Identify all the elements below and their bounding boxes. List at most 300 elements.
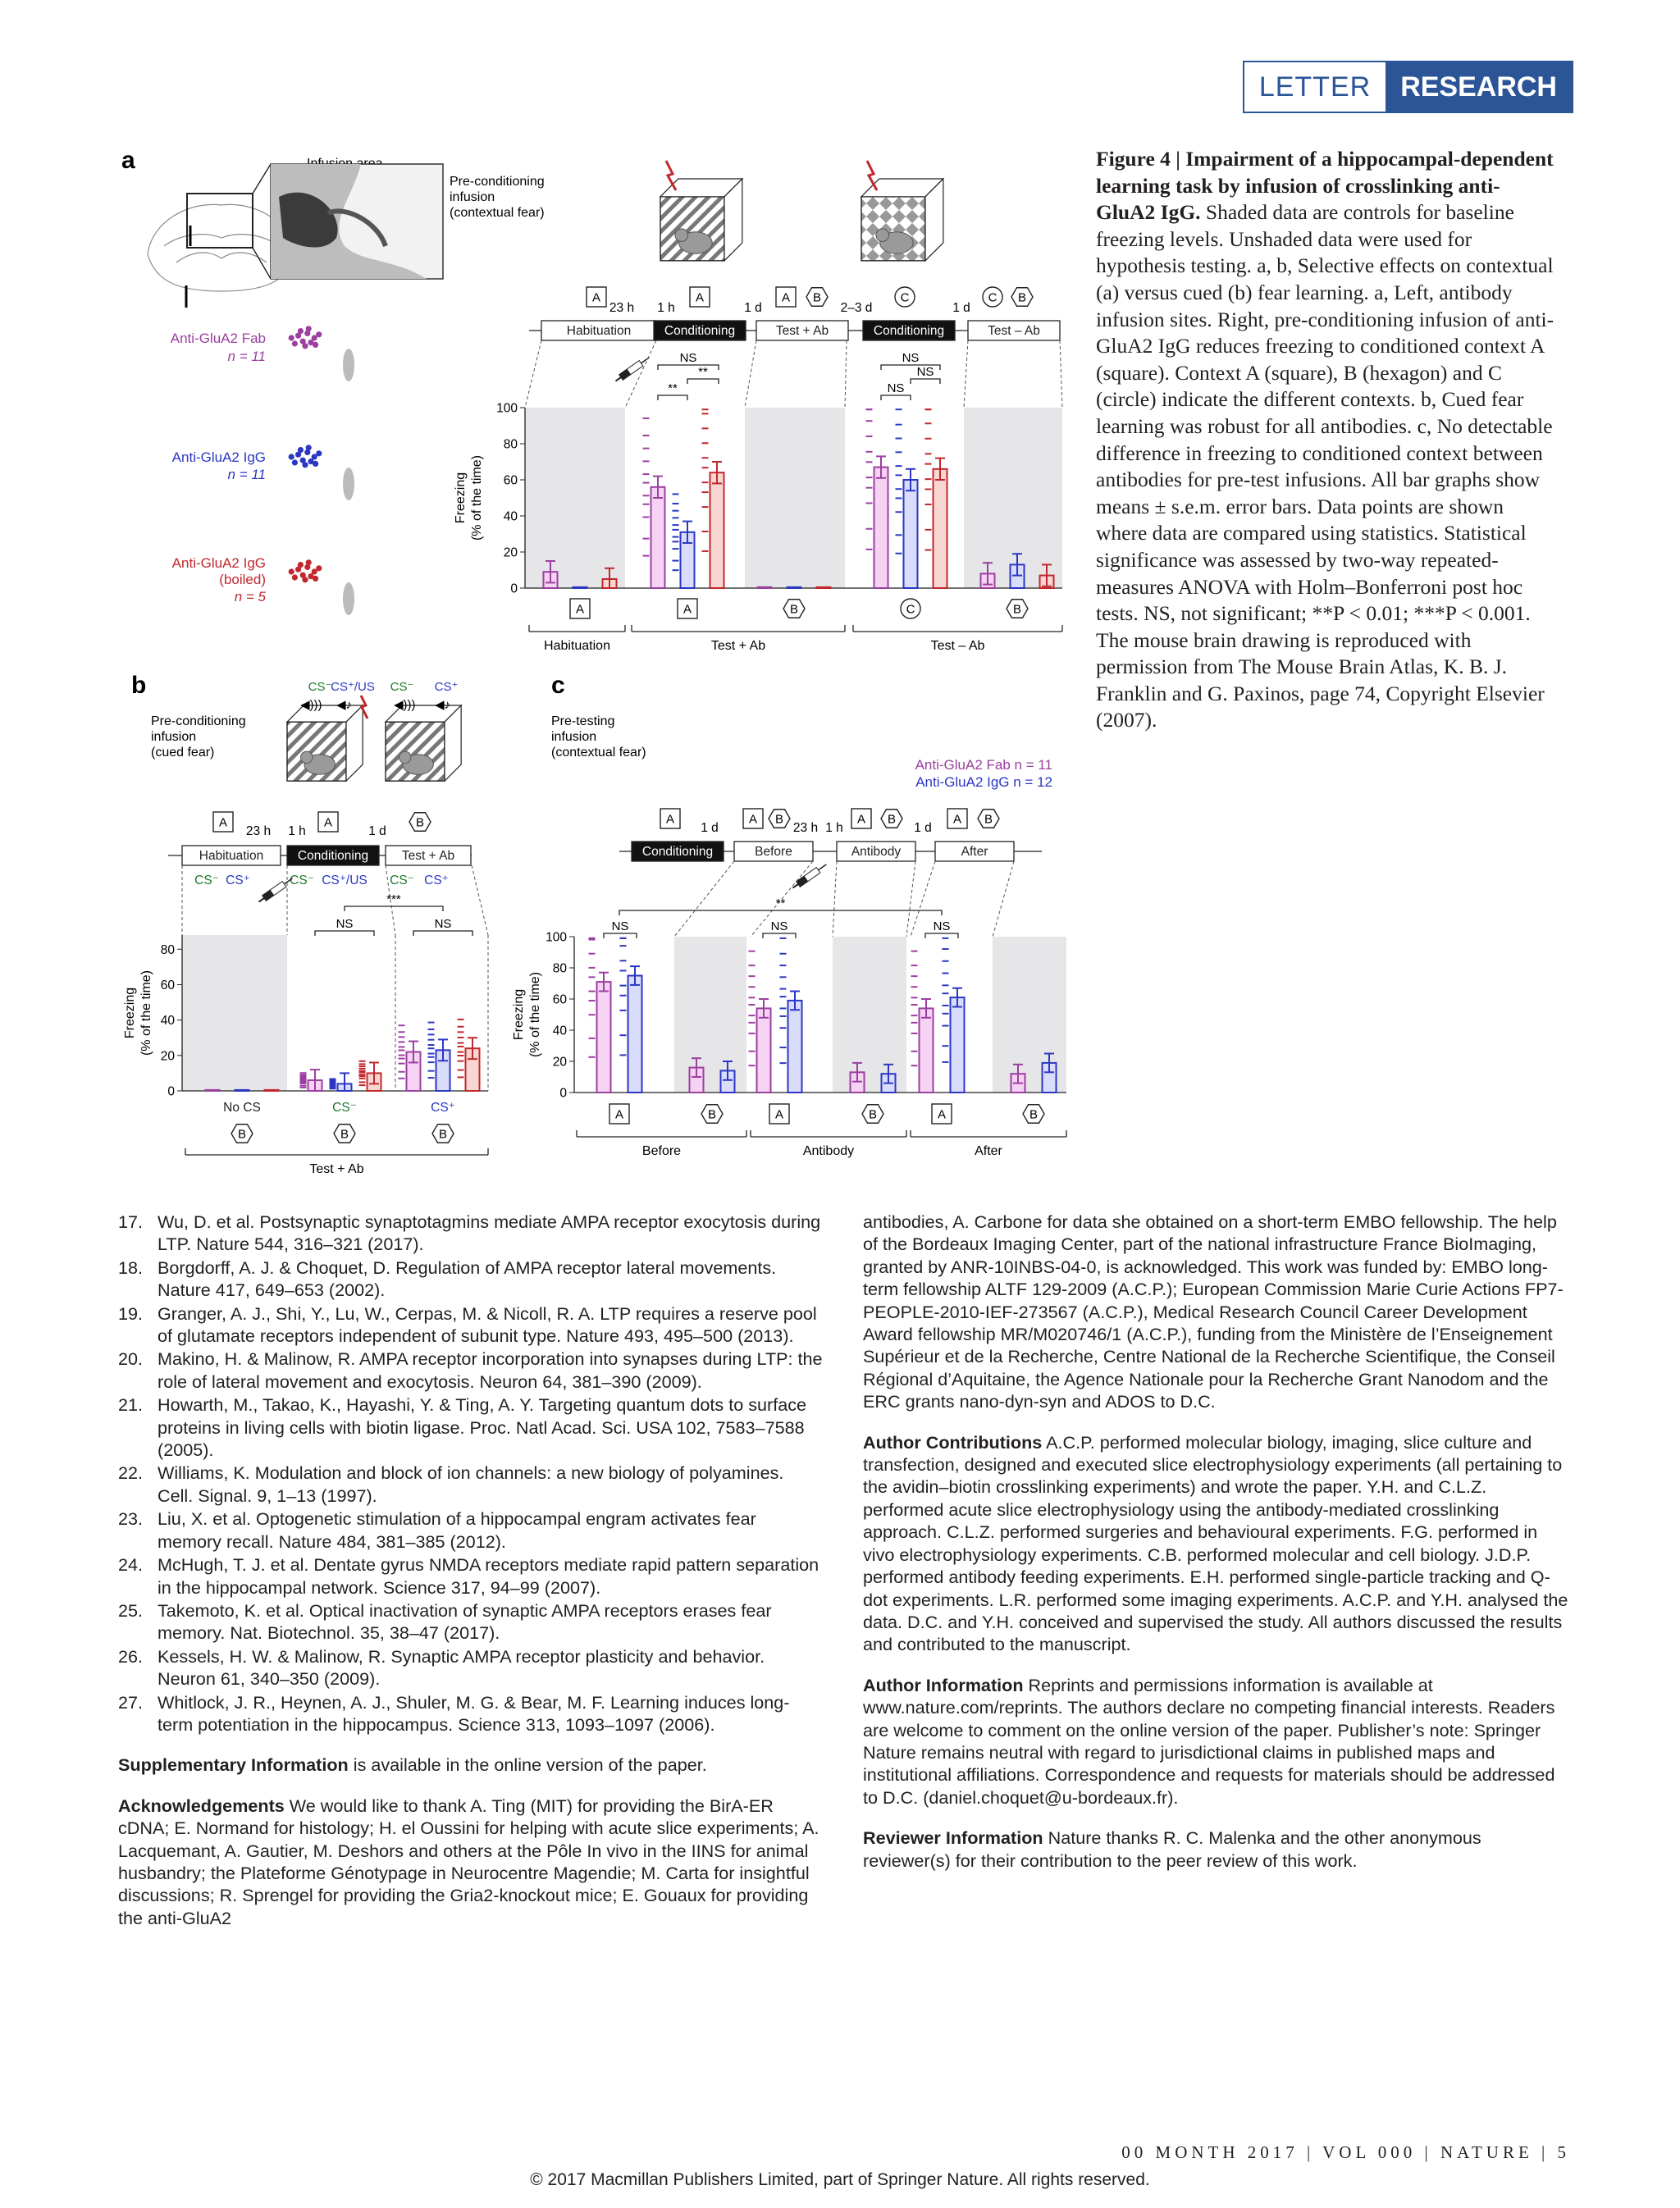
y-tick-label: 100 xyxy=(546,930,567,945)
baseline-shade xyxy=(833,937,906,1093)
context-letter: A xyxy=(856,812,866,827)
bar xyxy=(874,468,888,588)
context-letter: A xyxy=(665,812,675,827)
speaker-icon: ◀))) xyxy=(300,698,322,712)
svg-text:n = 11: n = 11 xyxy=(227,349,266,364)
context-A xyxy=(743,809,763,828)
bar xyxy=(710,472,724,588)
reference-number: 19. xyxy=(118,1302,144,1324)
supplementary-text: is available in the online version of the paper. xyxy=(348,1754,707,1776)
group-label: Test – Ab xyxy=(930,639,985,653)
stage-label: Conditioning xyxy=(873,324,945,338)
context-A xyxy=(947,809,967,828)
group-label: Habituation xyxy=(544,639,610,653)
infusion-dot xyxy=(302,577,308,582)
context-A xyxy=(851,809,871,828)
significance-label: ** xyxy=(668,381,678,395)
infusion-dot xyxy=(289,568,294,574)
reference-item xyxy=(118,1508,824,1553)
syringe-plunger xyxy=(615,377,621,381)
y-tick-label: 80 xyxy=(160,942,175,957)
y-tick-label: 40 xyxy=(552,1024,567,1038)
brain-ventricle xyxy=(343,468,354,500)
syringe-icon xyxy=(791,862,829,891)
infusion-dot xyxy=(313,342,318,348)
cs-timeline-label: CS⁻ xyxy=(390,874,414,887)
panel-c-legend-fab: Anti-GluA2 Fab n = 11 xyxy=(915,757,1052,773)
context-letter: B xyxy=(340,1127,349,1142)
stage-label: Before xyxy=(755,845,792,859)
author-contributions-head: Author Contributions xyxy=(863,1431,1043,1453)
cs-timeline-label: CS⁻ xyxy=(290,874,314,887)
brain-section-1 xyxy=(287,414,354,500)
stage-label: Test + Ab xyxy=(775,324,829,338)
context-letter: A xyxy=(682,602,692,617)
bar xyxy=(788,587,801,588)
context-B xyxy=(978,810,999,828)
group-bracket xyxy=(185,1148,488,1155)
mouse-head xyxy=(675,229,688,242)
y-axis-label: Freezing xyxy=(512,988,526,1041)
context-letter: A xyxy=(591,290,601,305)
section-research: RESEARCH xyxy=(1386,62,1572,112)
context-A xyxy=(587,287,606,307)
reviewer-information-head: Reviewer Information xyxy=(863,1827,1043,1849)
group-bracket xyxy=(751,1130,906,1137)
y-tick-label: 60 xyxy=(503,473,518,488)
context-letter: A xyxy=(774,1107,784,1122)
context-letter: B xyxy=(1017,290,1027,305)
svg-text:Anti-GluA2 Fab: Anti-GluA2 Fab xyxy=(170,331,266,346)
group-bracket xyxy=(577,1130,746,1137)
right-text-column xyxy=(863,1211,1568,1872)
conditioning-cage xyxy=(386,705,461,781)
significance-label: NS xyxy=(933,919,951,933)
cs-timeline-label: CS⁻ xyxy=(194,874,219,887)
infusion-dot xyxy=(306,445,312,450)
context-letter: B xyxy=(984,812,993,827)
group-bracket xyxy=(529,625,625,632)
y-tick-label: 20 xyxy=(503,545,518,560)
page-footer-issue: 00 MONTH 2017 | VOL 000 | NATURE | 5 xyxy=(1121,2142,1570,2162)
group-label: Before xyxy=(641,1144,682,1158)
context-letter: B xyxy=(812,290,822,305)
reference-text: Williams, K. Modulation and block of ion channels: a new biology of polyamines. Cell. Signal. 9, 1–13 (1997). xyxy=(158,1462,784,1506)
reference-item xyxy=(118,1211,824,1256)
context-letter: C xyxy=(906,602,915,617)
cs-minus-label: CS⁻ xyxy=(390,680,414,694)
panel-c-legend-igg: Anti-GluA2 IgG n = 12 xyxy=(915,774,1052,790)
brain-ventricle xyxy=(343,582,354,615)
author-contributions-text: A.C.P. performed molecular biology, imaging, slice culture and transfection, designed and executed slice electrophysiology experiments (all pertaining to the avidin–biotin crosslinking experiments) and wrote the paper. Y.H. and C.L.Z. performed acute slice electrophysiology using the antibody-mediated crosslinking approach. C.L.Z. performed surgeries and behavioural experiments. F.G. performed in vivo electrophysiology experiments. C.B. performed molecular and cell biology. J.D.P. performed antibody feeding experiments. E.H. performed single-particle tracking and Q-dot experiments. L.R. performed some imaging experiments. A.C.P. and Y.H. analysed the data. D.C. and Y.H. conceived and supervised the study. All authors discussed the results and contributed to the manuscript. xyxy=(863,1431,1568,1655)
interval-label: 1 d xyxy=(701,821,719,835)
cs-timeline-label: CS⁺/US xyxy=(322,874,368,887)
interval-label: 1 d xyxy=(952,301,970,315)
mouse-head xyxy=(876,229,889,242)
svg-text:n = 11: n = 11 xyxy=(227,467,266,482)
reference-number: 21. xyxy=(118,1394,144,1416)
svg-text:n = 5: n = 5 xyxy=(234,589,266,604)
syringe-needle xyxy=(819,864,827,870)
cs-timeline-label: CS⁺ xyxy=(226,874,250,887)
infusion-dot xyxy=(302,343,308,349)
significance-label: NS xyxy=(916,365,934,379)
conditioning-cage xyxy=(660,179,742,261)
significance-bracket xyxy=(911,379,940,384)
group-bracket xyxy=(632,625,845,632)
mouse-head xyxy=(399,751,411,763)
x-category-label: No CS xyxy=(223,1101,261,1115)
context-B xyxy=(806,288,828,307)
reference-text: Liu, X. et al. Optogenetic stimulation of a hippocampal engram activates fear memory recall. Nature 484, 381–385 (2012). xyxy=(158,1508,756,1552)
infusion-dot xyxy=(316,331,322,337)
reference-number: 20. xyxy=(118,1348,144,1370)
y-tick-label: 0 xyxy=(510,582,518,596)
reference-text: Howarth, M., Takao, K., Hayashi, Y. & Ting, A. Y. Targeting quantum dots to surface proteins in living cells with biotin ligase. Proc. Natl Acad. Sci. USA 102, 7583–7588 (2005). xyxy=(158,1394,807,1461)
context-letter: A xyxy=(218,815,228,830)
speaker-icon: ◀♪ xyxy=(435,698,451,712)
context-letter: C xyxy=(988,290,998,305)
reviewer-information xyxy=(863,1827,1568,1872)
y-tick-label: 100 xyxy=(496,401,518,416)
reference-item xyxy=(118,1645,824,1690)
figure-4 xyxy=(0,0,1091,1198)
context-letter: B xyxy=(438,1127,448,1142)
reference-item xyxy=(118,1599,824,1645)
reference-text: Borgdorff, A. J. & Choquet, D. Regulation of AMPA receptor lateral movements. Nature 417, 649–653 (2002). xyxy=(158,1257,777,1301)
brain-section-2 xyxy=(287,529,354,615)
infusion-dot xyxy=(289,335,294,340)
infusion-dot xyxy=(313,576,318,582)
syringe-plunger xyxy=(258,898,264,902)
reference-text: Kessels, H. W. & Malinow, R. Synaptic AMPA receptor plasticity and behavior. Neuron 61, 340–350 (2009). xyxy=(158,1645,765,1690)
reference-item xyxy=(118,1462,824,1507)
interval-label: 23 h xyxy=(792,821,819,835)
context-B xyxy=(769,810,790,828)
reference-number: 27. xyxy=(118,1691,144,1713)
context-B xyxy=(783,600,805,618)
y-axis-label: Freezing xyxy=(454,472,468,524)
context-letter: B xyxy=(887,812,897,827)
significance-label: NS xyxy=(336,917,354,931)
group-label: After xyxy=(975,1144,1002,1158)
context-A xyxy=(570,599,590,618)
y-tick-label: 0 xyxy=(559,1086,567,1101)
reference-text: McHugh, T. J. et al. Dentate gyrus NMDA receptors mediate rapid pattern separation in the hippocampal network. Science 317, 94–99 (2007). xyxy=(158,1554,819,1598)
reference-text: Wu, D. et al. Postsynaptic synaptotagmins mediate AMPA receptor exocytosis during LTP. Nature 544, 316–321 (2017). xyxy=(158,1211,821,1255)
connector-dashed xyxy=(845,340,847,408)
significance-bracket xyxy=(619,910,942,915)
context-C xyxy=(983,287,1002,307)
bar xyxy=(757,1008,771,1093)
acknowledgements-head: Acknowledgements xyxy=(118,1795,285,1816)
panel-a-preconditioning: Pre-conditioning infusion (contextual fear) xyxy=(450,175,545,220)
reference-number: 22. xyxy=(118,1462,144,1484)
context-A xyxy=(213,812,233,832)
connector-dashed xyxy=(525,340,541,408)
context-letter: C xyxy=(900,290,910,305)
interval-label: 1 h xyxy=(288,824,306,838)
connector-dashed xyxy=(1060,340,1062,408)
context-letter: B xyxy=(1012,602,1022,617)
reference-item xyxy=(118,1302,824,1348)
context-A xyxy=(318,812,338,832)
infusion-dot xyxy=(292,340,298,346)
context-C xyxy=(901,599,920,618)
y-axis-label: (% of the time) xyxy=(470,454,484,541)
significance-label: NS xyxy=(902,351,920,365)
section-letter: LETTER xyxy=(1244,62,1386,112)
context-A xyxy=(932,1104,952,1124)
y-axis-label: (% of the time) xyxy=(528,971,542,1058)
y-tick-label: 60 xyxy=(160,978,175,992)
group-bracket xyxy=(853,625,1062,632)
group-label: Test + Ab xyxy=(309,1162,364,1176)
stage-label: Habituation xyxy=(566,324,632,338)
bar xyxy=(920,1008,934,1093)
bar xyxy=(951,997,965,1093)
connector-dashed xyxy=(674,861,734,937)
context-B xyxy=(701,1105,723,1124)
significance-label: ** xyxy=(775,896,786,910)
interval-label: 1 d xyxy=(368,824,386,838)
journal-section-header xyxy=(1243,61,1573,113)
reviewer-information-text: Nature thanks R. C. Malenka and the other anonymous reviewer(s) for their contribution to the peer review of this work. xyxy=(863,1827,1481,1871)
author-contributions xyxy=(863,1431,1568,1656)
interval-label: 1 h xyxy=(657,301,675,315)
reference-text: Makino, H. & Malinow, R. AMPA receptor incorporation into synapses during LTP: the role of lateral movement and exocytosis. Neuron 64, 381–390 (2009). xyxy=(158,1348,823,1392)
group-bracket xyxy=(911,1130,1066,1137)
y-tick-label: 60 xyxy=(552,992,567,1007)
context-letter: B xyxy=(789,602,799,617)
conditioning-cage xyxy=(287,705,363,781)
acknowledgements-continued: antibodies, A. Carbone for data she obtained on a short-term EMBO fellowship. The help of the Bordeaux Imaging Center, part of the national infrastructure France BioImaging, granted by ANR-10INBS-04-0, is acknowledged. This work was funded by: EMBO long-term fellowship ALTF 129-2009 (A.C.P.); European Commission Marie Curie Actions FP7-PEOPLE-2010-IEF-273567 (A.C.P.), Medical Research Council Career Development Award fellowship MR/M020746/1 (A.C.P.), funding from the Ministère de l’Enseignement Supérieur et de la Recherche, Centre National de la Recherche Scientifique, the Conseil Régional d’Aquitaine, the Agence Nationale pour la Recherche Grant Nanodom and the ERC grants nano-dyn-syn and ADOS to D.C. xyxy=(863,1211,1564,1412)
author-information-text: Reprints and permissions information is available at www.nature.com/reprints. The authors declare no competing financial interests. Readers are welcome to comment on the online version of the paper. Publisher’s note: Springer Nature remains neutral with regard to jurisdictional claims in published maps and institutional affiliations. Correspondence and requests for materials should be addressed to D.C. (daniel.choquet@u-bordeaux.fr). xyxy=(863,1674,1555,1808)
panel-b-preconditioning: Pre-conditioning infusion (cued fear) xyxy=(151,714,246,760)
context-letter: B xyxy=(707,1107,717,1122)
context-letter: B xyxy=(1029,1107,1039,1122)
connector-dashed xyxy=(964,340,968,408)
interval-label: 1 d xyxy=(914,821,932,835)
infusion-dot xyxy=(306,326,312,331)
reference-list xyxy=(118,1211,824,1736)
y-tick-label: 0 xyxy=(167,1084,175,1099)
bar xyxy=(651,487,665,588)
context-letter: B xyxy=(774,812,784,827)
baseline-shade xyxy=(674,937,746,1093)
supplementary-information xyxy=(118,1754,824,1776)
cs-plus-label: CS⁺ xyxy=(434,680,459,694)
reference-number: 25. xyxy=(118,1599,144,1621)
conditioning-cage xyxy=(861,179,943,261)
author-information-head: Author Information xyxy=(863,1674,1024,1695)
acknowledgements-text: We would like to thank A. Ting (MIT) for providing the BirA-ER cDNA; E. Normand for histology; H. el Oussini for helping with acute slice experiments; A. Lacquemant, A. Gautier, M. Deshors and others at the Pôle In vivo in the IINS for animal husbandry; the Plateforme Génotypage in Neurocentre Magendie; M. Carta for insightful discussions; R. Sprengel for providing the Gria2-knockout mice; E. Gouaux for providing the anti-GluA2 xyxy=(118,1795,819,1928)
panel-c-label: c xyxy=(551,672,565,699)
context-A xyxy=(776,287,796,307)
context-A xyxy=(769,1104,789,1124)
stage-label: Habituation xyxy=(199,849,264,863)
context-B xyxy=(881,810,902,828)
context-B xyxy=(409,813,431,832)
bar xyxy=(573,587,587,588)
svg-text:(boiled): (boiled) xyxy=(219,572,266,587)
cs-plus-us-label: CS⁺/US xyxy=(331,680,375,694)
infusion-dot xyxy=(292,459,298,465)
context-letter: A xyxy=(323,815,333,830)
context-letter: A xyxy=(614,1107,624,1122)
svg-text:Anti-GluA2 IgG: Anti-GluA2 IgG xyxy=(171,449,266,465)
context-letter: B xyxy=(868,1107,878,1122)
bar xyxy=(597,982,611,1093)
author-information xyxy=(863,1674,1568,1809)
acknowledgements xyxy=(118,1795,824,1929)
interval-label: 1 h xyxy=(825,821,843,835)
stage-label: Test + Ab xyxy=(401,849,455,863)
significance-bracket xyxy=(763,933,796,938)
figure-caption xyxy=(1096,146,1555,734)
context-letter: A xyxy=(748,812,758,827)
infusion-dot xyxy=(306,559,312,565)
connector-dashed xyxy=(906,861,915,937)
context-B xyxy=(1011,288,1033,307)
significance-label: ** xyxy=(698,365,708,379)
significance-label: *** xyxy=(386,892,401,906)
significance-label: NS xyxy=(770,919,788,933)
reference-item xyxy=(118,1348,824,1393)
panel-a-group-labels xyxy=(171,331,267,604)
y-tick-label: 40 xyxy=(503,509,518,524)
svg-text:Anti-GluA2 IgG: Anti-GluA2 IgG xyxy=(171,555,266,571)
context-B xyxy=(862,1105,883,1124)
cs-minus-label: CS⁻ xyxy=(308,680,332,694)
connector-dashed xyxy=(472,865,488,935)
baseline-shade xyxy=(525,408,625,588)
supplementary-head: Supplementary Information xyxy=(118,1754,349,1776)
infusion-dot xyxy=(298,447,304,453)
significance-bracket xyxy=(658,395,687,400)
significance-bracket xyxy=(345,906,443,911)
baseline-shade xyxy=(964,408,1062,588)
context-letter: A xyxy=(781,290,791,305)
bar xyxy=(628,976,642,1093)
infusion-dot xyxy=(298,328,304,334)
syringe-icon xyxy=(257,876,294,905)
interval-label: 2–3 d xyxy=(840,301,873,315)
bar xyxy=(904,480,918,588)
brain-ventricle xyxy=(343,349,354,381)
infusion-dot xyxy=(313,461,318,467)
bar xyxy=(758,587,772,588)
reference-text: Whitlock, J. R., Heynen, A. J., Shuler, M. G. & Bear, M. F. Learning induces long-term potentiation in the hippocampus. Science 313, 1093–1097 (2006). xyxy=(158,1691,790,1735)
infusion-dot xyxy=(298,562,304,568)
reference-text: Granger, A. J., Shi, Y., Lu, W., Cerpas, M. & Nicoll, R. A. LTP requires a reserve pool of glutamate receptors independent of subunit type. Nature 493, 495–500 (2013). xyxy=(158,1302,817,1347)
infusion-dot xyxy=(316,565,322,571)
interval-label: 23 h xyxy=(609,301,635,315)
context-letter: A xyxy=(937,1107,947,1122)
connector-dashed xyxy=(993,861,1014,937)
significance-bracket xyxy=(925,933,958,938)
references-column xyxy=(118,1211,824,1929)
reference-text: Takemoto, K. et al. Optical inactivation of synaptic AMPA receptors erases fear memory. Nat. Biotechnol. 35, 38–47 (2017). xyxy=(158,1599,772,1644)
page-footer-copyright: © 2017 Macmillan Publishers Limited, part of Springer Nature. All rights reserved. xyxy=(530,2170,1150,2189)
baseline-shade xyxy=(745,408,845,588)
significance-label: NS xyxy=(434,917,452,931)
context-letter: A xyxy=(952,812,962,827)
cs-timeline-label: CS⁺ xyxy=(424,874,449,887)
context-A xyxy=(678,599,697,618)
context-A xyxy=(660,809,680,828)
context-B xyxy=(334,1125,355,1143)
y-tick-label: 20 xyxy=(552,1055,567,1070)
significance-bracket xyxy=(413,931,472,936)
significance-label: NS xyxy=(611,919,629,933)
panel-a-label: a xyxy=(121,147,135,174)
speaker-icon: ◀♪ xyxy=(336,698,353,712)
caption-title: Figure 4 | Impairment of a hippocampal-dependent learning task by infusion of crosslinking anti-GluA2 IgG. xyxy=(1096,147,1554,225)
reference-item xyxy=(118,1691,824,1736)
infusion-dot xyxy=(316,450,322,456)
reference-number: 18. xyxy=(118,1257,144,1278)
baseline-shade xyxy=(182,935,287,1091)
significance-bracket xyxy=(658,365,719,370)
stage-label: After xyxy=(961,845,988,859)
bar xyxy=(235,1090,249,1091)
context-letter: B xyxy=(415,815,425,830)
stage-label: Conditioning xyxy=(664,324,736,338)
y-axis-label: (% of the time) xyxy=(139,969,153,1056)
bar xyxy=(265,1090,279,1091)
syringe-icon xyxy=(614,355,651,384)
interval-label: 1 d xyxy=(744,301,762,315)
reference-item xyxy=(118,1553,824,1599)
y-tick-label: 40 xyxy=(160,1014,175,1029)
y-tick-label: 80 xyxy=(503,437,518,452)
stage-label: Test – Ab xyxy=(988,324,1040,338)
reference-number: 24. xyxy=(118,1554,144,1576)
stage-label: Conditioning xyxy=(297,849,369,863)
infusion-dot xyxy=(292,574,298,580)
significance-label: NS xyxy=(679,351,697,365)
reference-item xyxy=(118,1257,824,1302)
significance-bracket xyxy=(315,931,374,936)
bar xyxy=(206,1090,220,1091)
group-label: Test + Ab xyxy=(710,639,766,653)
connector-dashed xyxy=(745,340,756,408)
context-A xyxy=(690,287,710,307)
context-letter: A xyxy=(575,602,585,617)
bar xyxy=(934,469,947,588)
caption-body: Shaded data are controls for baseline freezing levels. Unshaded data were used for hypothesis testing. a, b, Selective effects on contextual (a) versus cued (b) fear learning. a, Left, antibody infusion sites. Right, pre-conditioning infusion of anti-GluA2 IgG reduces freezing to conditioned context A (square). Context A (square), B (hexagon) and C (circle) indicate the different contexts. b, Cued fear learning was robust for all antibodies. c, No detectable difference in freezing to conditioned context between antibodies for pre-test infusions. All bar graphs show means ± s.e.m. error bars. Data points are shown where data are compared using statistics. Statistical significance was assessed by two-way repeated-measures ANOVA with Holm–Bonferroni post hoc tests. NS, not significant; **P < 0.01; ***P < 0.001. The mouse brain drawing is reproduced with permission from The Mouse Brain Atlas, K. B. J. Franklin and G. Paxinos, page 74, Copyright Elsevier (2007). xyxy=(1096,200,1554,732)
mouse-head xyxy=(301,751,313,763)
significance-bracket xyxy=(881,395,911,400)
reference-item xyxy=(118,1394,824,1461)
panel-c-pretesting: Pre-testing infusion (contextual fear) xyxy=(551,714,646,760)
context-letter: B xyxy=(237,1127,247,1142)
context-B xyxy=(432,1125,454,1143)
interval-label: 23 h xyxy=(245,824,272,838)
panel-b-label: b xyxy=(131,672,147,699)
context-A xyxy=(609,1104,629,1124)
context-C xyxy=(895,287,915,307)
context-B xyxy=(1007,600,1028,618)
speaker-icon: ◀))) xyxy=(394,698,416,712)
context-B xyxy=(1023,1105,1044,1124)
x-category-label: CS⁻ xyxy=(332,1101,357,1115)
brain-section-0 xyxy=(287,295,354,381)
bar xyxy=(788,1001,802,1093)
group-label: Antibody xyxy=(802,1144,855,1158)
reference-number: 23. xyxy=(118,1508,144,1530)
